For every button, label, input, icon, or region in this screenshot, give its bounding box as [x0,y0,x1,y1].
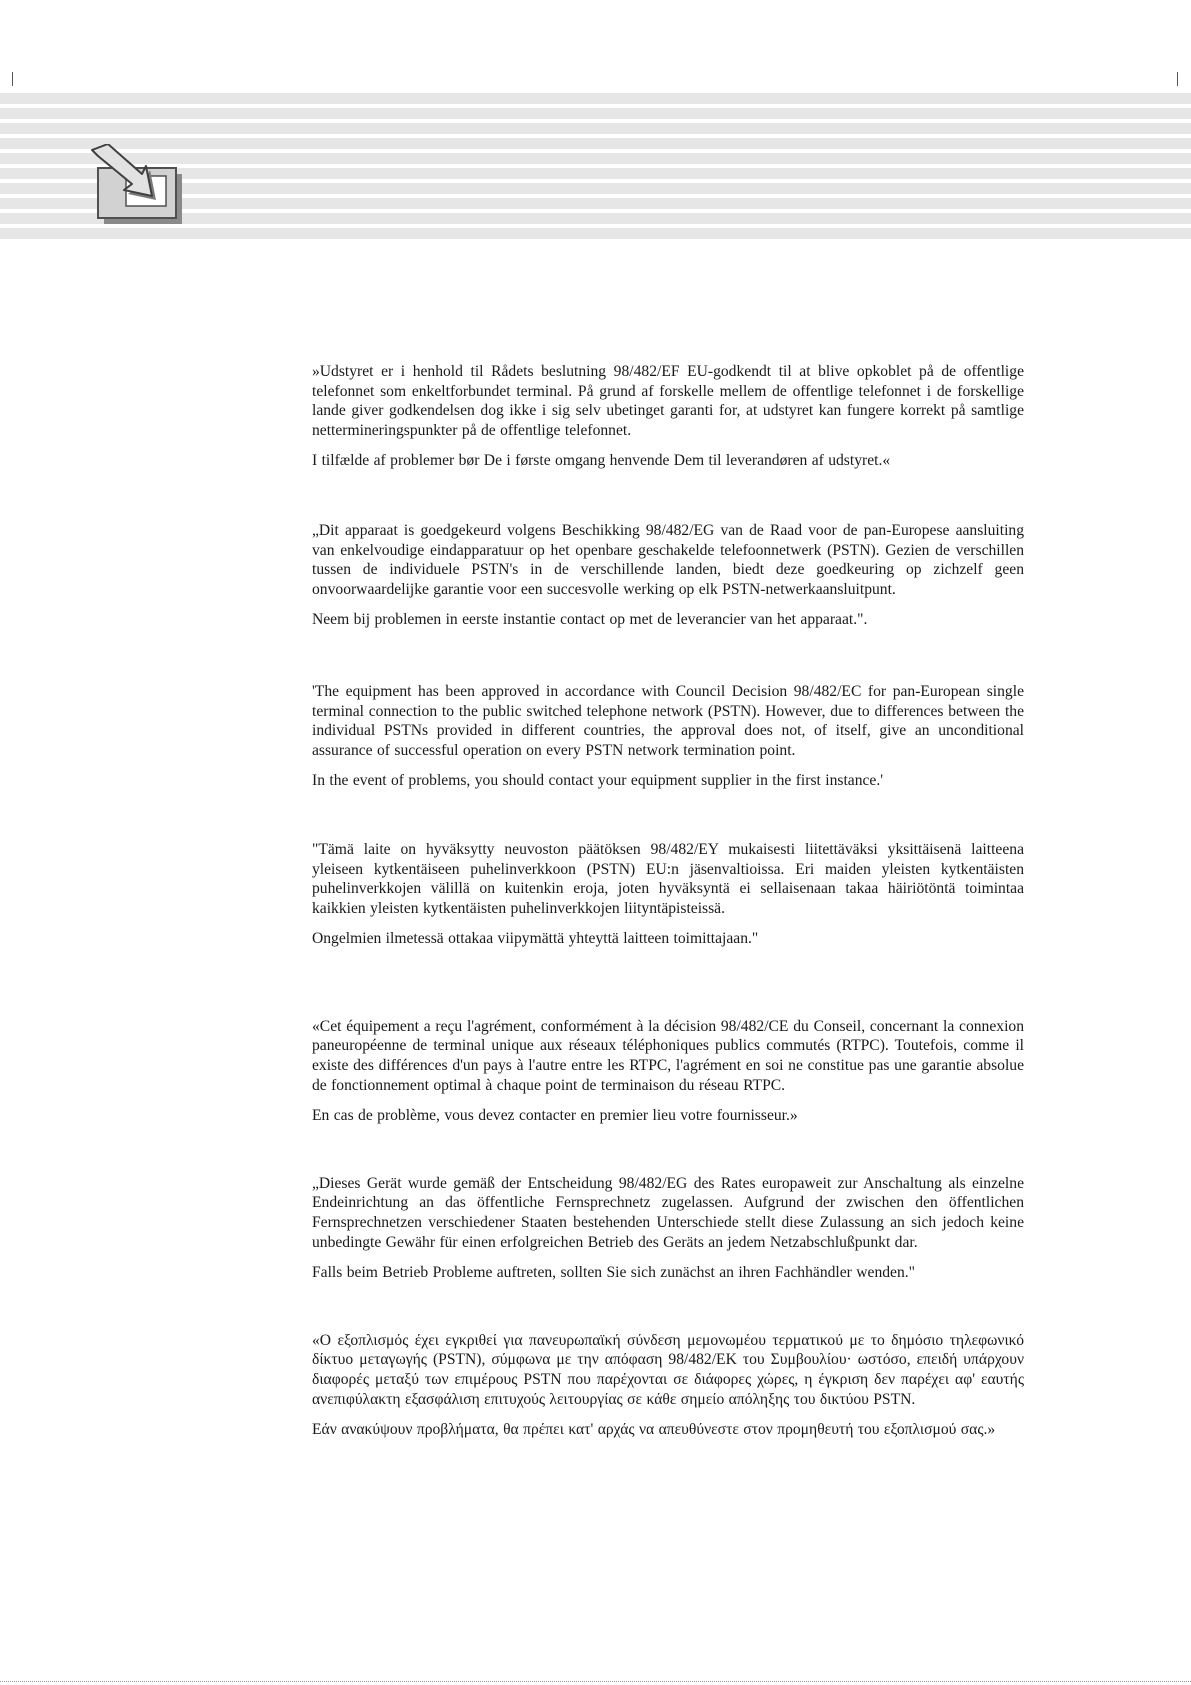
notice-content [312,362,1024,1440]
notice-greek-main: «Ο εξοπλισμός έχει εγκριθεί για πανευρωπαϊκή σύνδεση μεμονωμέου τερματικού με το δημόσιο τηλεφωνικό δίκτυο μεταγωγής (PSTN), σύμφωνα με την απόφαση 98/482/ΕΚ του Συμβουλίου· ωστόσο, επειδή υπάρχουν διαφορές μεταξύ των επιμέρους PSTN που παρέχονται σε διάφορες χώρες, η έγκριση δεν παρέχει αφ' εαυτής ανεπιφύλακτη εξασφάλιση επιτυχούς λειτουργίας σε κάθε σημείο απόληξης του δικτύου PSTN. [312,1331,1024,1408]
crop-mark-right [1177,72,1178,86]
notice-french [312,1017,1024,1126]
notice-french-contact: En cas de problème, vous devez contacter en premier lieu votre fournisseur.» [312,1107,798,1125]
notice-danish [312,362,1024,471]
bottom-trim-line [0,1681,1191,1682]
notice-german-contact: Falls beim Betrieb Probleme auftreten, sollten Sie sich zunächst an ihren Fachhändler wenden." [312,1264,916,1282]
notice-english-contact: In the event of problems, you should contact your equipment supplier in the first instance.' [312,772,884,790]
notice-greek-contact: Εάν ανακύψουν προβλήματα, θα πρέπει κατ' αρχάς να απευθύνεστε στον προμηθευτή του εξοπλισμού σας.» [312,1421,996,1439]
notice-french-main: «Cet équipement a reçu l'agrément, conformément à la décision 98/482/CE du Conseil, concernant la connexion paneuropéenne de terminal unique aux réseaux téléphoniques publics commutés (RTPC). Toutefois, comme il existe des différences d'un pays à l'autre entre les RTPC, l'agrément en soi ne constitue pas une garantie absolue de fonctionnement optimal à chaque point de terminaison du réseau RTPC. [312,1017,1024,1094]
notice-finnish [312,840,1024,949]
notice-english [312,682,1024,791]
notice-danish-contact: I tilfælde af problemer bør De i første omgang henvende Dem til leverandøren af udstyret.« [312,452,891,470]
notice-danish-main: »Udstyret er i henhold til Rådets beslutning 98/482/EF EU-godkendt til at blive opkoblet på de offentlige telefonnet som enkeltforbundet terminal. På grund af forskelle mellem de offentlige telefonnet i de forskellige lande giver godkendelsen dog ikke i sig selv ubetinget garanti for, at udstyret kan fungere korrekt på samtlige nettermineringspunkter på de offentlige telefonnet. [312,363,1024,439]
notice-german-main: „Dieses Gerät wurde gemäß der Entscheidung 98/482/EG des Rates europaweit zur Anschaltung als einzelne Endeinrichtung an das öffentliche Fernsprechnetz zugelassen. Aufgrund der zwischen den öffentlichen Fernsprechnetzen verschiedener Staaten bestehenden Unterschiede stellt diese Zulassung an sich jedoch keine unbedingte Gewähr für einen erfolgreichen Betrieb des Geräts an jedem Netzabschlußpunkt dar. [312,1174,1024,1251]
notice-dutch-main: „Dit apparaat is goedgekeurd volgens Beschikking 98/482/EG van de Raad voor de pan-Europese aansluiting van enkelvoudige eindapparatuur op het openbare geschakelde telefoonnetwerk (PSTN). Gezien de verschillen tussen de individuele PSTN's in de verschillende landen, biedt deze goedkeuring op zichzelf geen onvoorwaardelijke garantie voor een succesvolle werking op elk PSTN-netwerkaansluitpunt. [312,521,1024,598]
notice-greek [312,1331,1024,1440]
notice-dutch-contact: Neem bij problemen in eerste instantie contact op met de leverancier van het apparaat.". [312,611,868,629]
notice-dutch [312,521,1024,630]
notice-finnish-main: "Tämä laite on hyväksytty neuvoston päätöksen 98/482/EY mukaisesti liitettäväksi yksittäisenä laitteena yleiseen kytkentäiseen puhelinverkkoon (PSTN) EU:n jäsenvaltioissa. Eri maiden yleisten kytkentäisten puhelinverkkojen välillä on kuitenkin eroja, joten hyväksyntä ei sellaisenaan takaa häiriötöntä toimintaa kaikkien yleisten kytkentäisten puhelinverkkojen liityntäpisteissä. [312,840,1024,917]
notice-german [312,1174,1024,1283]
note-arrow-icon [86,144,186,226]
notice-finnish-contact: Ongelmien ilmetessä ottakaa viipymättä yhteyttä laitteen toimittajaan." [312,930,759,948]
notice-english-main: 'The equipment has been approved in accordance with Council Decision 98/482/EC for pan-European single terminal connection to the public switched telephone network (PSTN). However, due to differences between the individual PSTNs provided in different countries, the approval does not, of itself, give an unconditional assurance of successful operation on every PSTN network termination point. [312,682,1024,759]
crop-mark-left [12,72,13,86]
